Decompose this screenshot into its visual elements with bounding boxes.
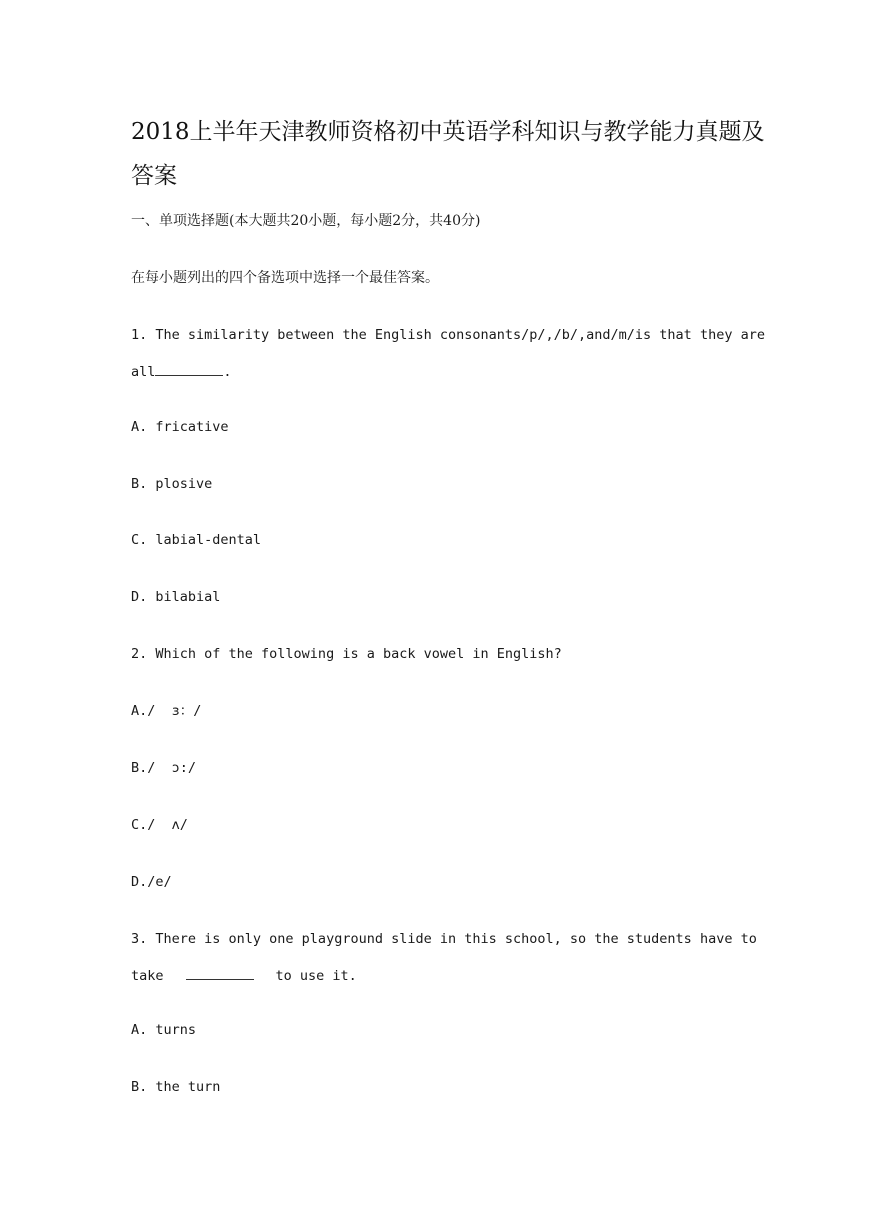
- question-1-option-b: B. plosive: [131, 476, 213, 492]
- question-2-option-b: B./ ɔ:/: [131, 760, 197, 776]
- question-3-stem: 3. There is only one playground slide in this school, so the students have to: [131, 931, 757, 947]
- question-2-stem: 2. Which of the following is a back vowel in English?: [131, 646, 562, 662]
- question-3-option-b: B. the turn: [131, 1079, 221, 1095]
- instruction-text: 在每小题列出的四个备选项中选择一个最佳答案。: [131, 270, 439, 286]
- question-1-stem: 1. The similarity between the English consonants/p/,/b/,and/m/is that they are: [131, 327, 765, 343]
- question-1-option-d: D. bilabial: [131, 589, 221, 605]
- question-2-option-a: A./ ɜ：/: [131, 703, 202, 719]
- question-1-stem-suffix: .: [223, 364, 232, 380]
- answer-blank: [186, 965, 254, 980]
- question-1-option-c: C. labial-dental: [131, 532, 262, 548]
- question-1-stem-prefix: all: [131, 364, 156, 380]
- question-2-option-d: D./e/: [131, 874, 172, 890]
- question-3-option-a: A. turns: [131, 1022, 197, 1038]
- question-1-stem-continued: [131, 361, 232, 381]
- question-3-stem-prefix: take: [131, 968, 164, 984]
- question-3-stem-suffix: to use it.: [275, 968, 357, 984]
- answer-blank: [155, 361, 223, 376]
- question-1-option-a: A. fricative: [131, 419, 229, 435]
- question-2-option-c: C./ ʌ/: [131, 817, 188, 833]
- question-3-stem-continued: [131, 965, 357, 985]
- document-title: 2018上半年天津教师资格初中英语学科知识与教学能力真题及答案: [131, 119, 765, 189]
- section-heading: 一、单项选择题(本大题共20小题，每小题2分，共40分): [131, 213, 481, 229]
